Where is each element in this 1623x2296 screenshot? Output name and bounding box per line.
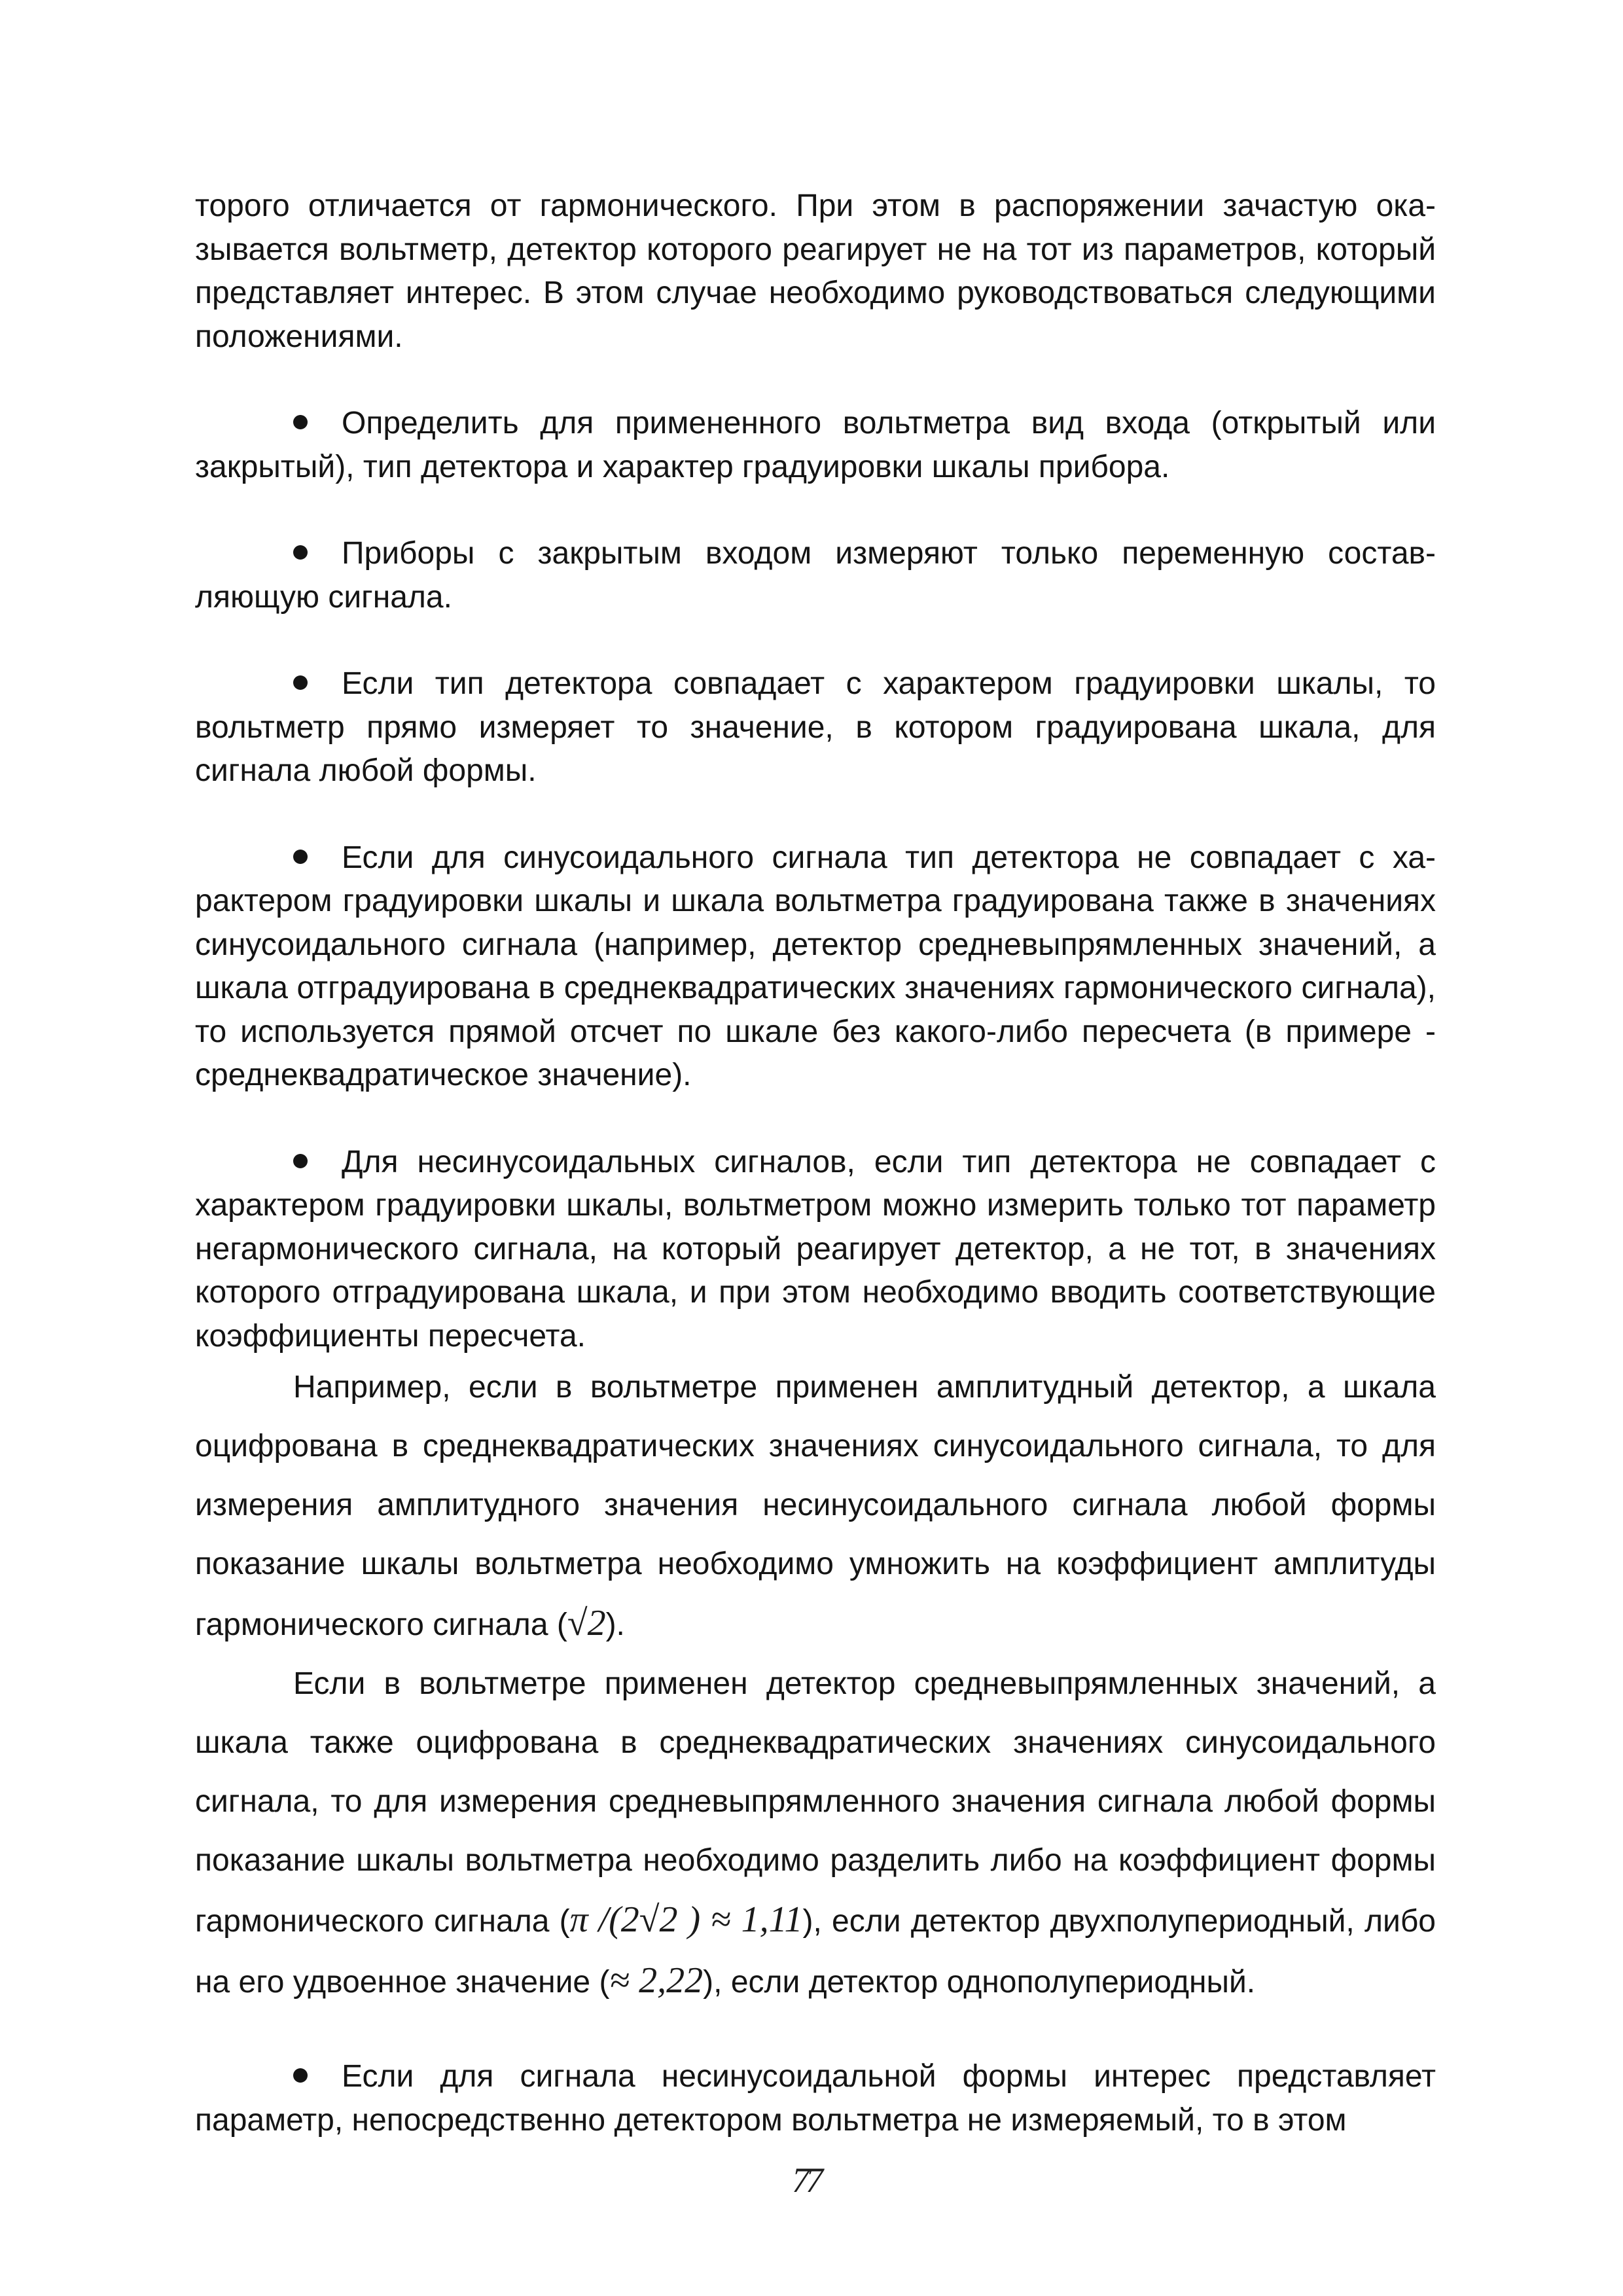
bullet-text: Если для сигнала несинусоидальной формы интерес представляет параметр, непосредственно детектором вольтметра не измеряемый, то в этом	[195, 2059, 1436, 2138]
bullet-item-input-type	[195, 402, 1436, 489]
doubled-form-factor-formula: ≈ 2,22	[609, 1960, 704, 2001]
bullet-item-unmeasured-parameter	[195, 2055, 1436, 2142]
bullet-dot-icon	[293, 850, 308, 864]
form-factor-formula: π /(2√2 ) ≈ 1,11	[569, 1899, 803, 1940]
example-average-detector: Если в вольтметре применен детектор средневыпрямленных значений, а шкала также оцифрована в среднеквадратических значениях синусоидального сигнала, то для измерения средневыпрямленного значения сигнала любой формы показание шкалы вольтметра необходимо разделить либо на коэффициент формы гармонического сигнала (π /(2√2 ) ≈ 1,11), если детектор двухполупериодный, либо на его удвоенное значение (≈ 2,22), если детектор однополупериодный.	[195, 1666, 1436, 2001]
bullet-text: Если тип детектора совпадает с характером градуировки шкалы, то вольтметр прямо измеряет то значение, в котором градуирована шкала, для сигнала любой формы.	[195, 666, 1436, 788]
bullet-text: Приборы с закрытым входом измеряют только переменную составляющую сигнала.	[195, 536, 1436, 615]
bullet-item-detector-match	[195, 662, 1436, 793]
page-number: 77	[792, 2161, 819, 2200]
bullet-dot-icon	[293, 415, 308, 429]
intro-paragraph: торого отличается от гармонического. При этом в распоряжении зачастую оказывается вольтметр, детектор которого реагирует не на тот из параметров, который представляет интерес. В этом случае необходимо руководствоваться следующими положениями.	[195, 188, 1436, 354]
bullet-item-closed-input	[195, 532, 1436, 619]
bullet-item-nonsinusoidal	[195, 1141, 1436, 1359]
bullet-text: Если для синусоидального сигнала тип детектора не совпадает с характером градуировки шкалы и шкала вольтметра градуирована также в значениях синусоидального сигнала (например, детектор средневыпрямленных значений, а шкала отградуирована в среднеквадратических значениях гармонического сигнала), то используется прямой отсчет по шкале без какого-либо пересчета (в примере - среднеквадратическое значение).	[195, 840, 1436, 1092]
bullet-dot-icon	[293, 545, 308, 560]
bullet-item-sinusoidal-mismatch	[195, 836, 1436, 1098]
bullet-dot-icon	[293, 675, 308, 690]
bullet-dot-icon	[293, 2068, 308, 2083]
bullet-text: Определить для примененного вольтметра вид входа (открытый или закрытый), тип детектора и характер градуировки шкалы прибора.	[195, 406, 1436, 484]
page-body	[195, 185, 1436, 2142]
sqrt-two-formula: √2	[567, 1603, 606, 1643]
example-amplitude-detector: Например, если в вольтметре применен амплитудный детектор, а шкала оцифрована в среднеквадратических значениях синусоидального сигнала, то для измерения амплитудного значения несинусоидального сигнала любой формы показание шкалы вольтметра необходимо умножить на коэффициент амплитуды гармонического сигнала (√2).	[195, 1370, 1436, 1643]
bullet-text: Для несинусоидальных сигналов, если тип детектора не совпадает с характером градуировки шкалы, вольтметром можно измерить только тот параметр негармонического сигнала, на который реагирует детектор, а не тот, в значениях которого отградуирована шкала, и при этом необходимо вводить соответствующие коэффициенты пересчета.	[195, 1144, 1436, 1354]
bullet-dot-icon	[293, 1154, 308, 1168]
